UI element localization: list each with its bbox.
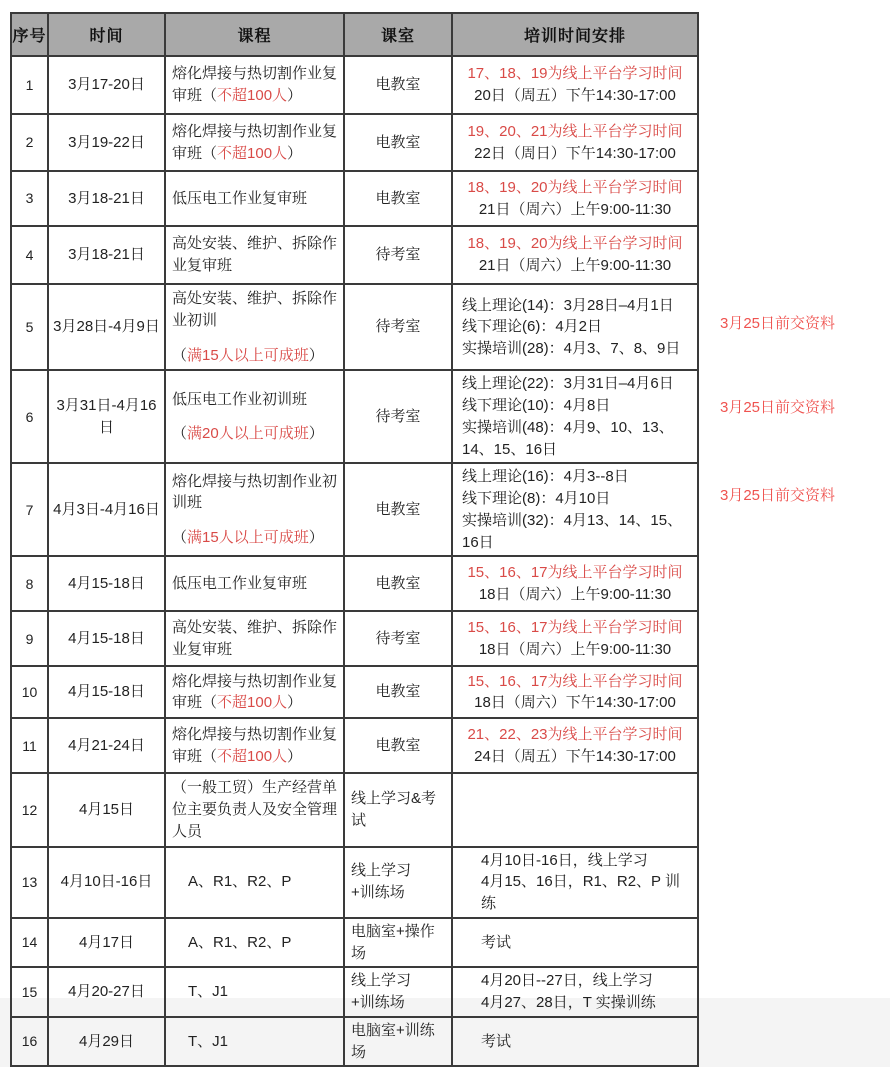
cell-time: 3月18-21日 xyxy=(48,226,165,284)
table-row xyxy=(11,56,698,114)
schedule-line: 22日（周日）下午14:30-17:00 xyxy=(474,144,676,162)
cell-schedule xyxy=(452,847,698,918)
cell-schedule xyxy=(452,967,698,1017)
cell-room xyxy=(344,967,452,1017)
cell-room xyxy=(344,611,452,666)
deadline-note: 3月25日前交资料 xyxy=(720,315,836,332)
header-room: 课室 xyxy=(344,13,452,56)
course-text: T、J1 xyxy=(188,983,229,1001)
cell-time: 4月15-18日 xyxy=(48,611,165,666)
cell-course xyxy=(165,773,344,846)
table-row xyxy=(11,918,698,968)
cell-time: 4月21-24日 xyxy=(48,718,165,773)
cell-course xyxy=(165,226,344,284)
schedule-line: 4月15、16日，R1、R2、P 训练 xyxy=(481,873,680,912)
cell-schedule xyxy=(452,556,698,611)
cell-room xyxy=(344,171,452,226)
cell-course xyxy=(165,611,344,666)
course-line xyxy=(172,573,340,595)
cell-time: 3月17-20日 xyxy=(48,56,165,114)
room-line: 电教室 xyxy=(375,500,421,518)
header-time: 时间 xyxy=(48,13,165,56)
cell-schedule xyxy=(452,611,698,666)
cell-course xyxy=(165,556,344,611)
cell-time: 4月29日 xyxy=(48,1017,165,1067)
course-text: ） xyxy=(287,87,303,104)
room-line: 电教室 xyxy=(375,683,421,701)
course-line xyxy=(188,981,340,1003)
training-schedule-table xyxy=(10,12,699,1067)
table-row xyxy=(11,370,698,463)
room-line: 线上学习 xyxy=(351,972,412,990)
header-no: 序号 xyxy=(11,13,48,56)
header-schedule: 培训时间安排 xyxy=(452,13,698,56)
table-row xyxy=(11,114,698,171)
room-line: +训练场 xyxy=(351,994,405,1011)
table-row xyxy=(11,847,698,918)
cell-room xyxy=(344,718,452,773)
schedule-line: 线下理论(6)：4月2日 xyxy=(462,318,603,336)
cell-course xyxy=(165,171,344,226)
cell-time: 4月20-27日 xyxy=(48,967,165,1017)
table-row xyxy=(11,666,698,718)
cell-no: 9 xyxy=(11,611,48,666)
schedule-line: 21日（周六）上午9:00-11:30 xyxy=(478,257,672,274)
cell-schedule xyxy=(452,918,698,968)
schedule-line: 线上理论(14)：3月28日–4月1日 xyxy=(462,296,674,314)
course-highlight: 满15人以上可成班 xyxy=(187,346,309,364)
course-line xyxy=(172,423,340,445)
cell-room xyxy=(344,918,452,968)
cell-course xyxy=(165,284,344,370)
room-line: 电教室 xyxy=(375,133,421,151)
cell-no: 6 xyxy=(11,370,48,463)
course-line xyxy=(172,63,340,107)
room-line: +训练场 xyxy=(351,884,405,902)
cell-course xyxy=(165,718,344,773)
room-line: 线上学习&考试 xyxy=(351,790,437,829)
cell-course xyxy=(165,114,344,171)
cell-no: 16 xyxy=(11,1017,48,1067)
course-text: 高处安装、维护、拆除作业复审班 xyxy=(172,235,338,274)
course-text: T、J1 xyxy=(188,1032,229,1050)
table-row xyxy=(11,284,698,370)
course-text: 熔化焊接与热切割作业复审班（ xyxy=(172,65,338,104)
course-text: 熔化焊接与热切割作业复审班（ xyxy=(172,726,338,765)
schedule-line: 4月10日-16日，线上学习 xyxy=(481,851,648,869)
course-text: 熔化焊接与热切割作业复审班（ xyxy=(172,672,338,712)
table-body xyxy=(11,56,698,1066)
table-row xyxy=(11,226,698,284)
course-text: ） xyxy=(287,144,303,162)
course-text: ） xyxy=(308,529,324,547)
cell-time: 4月15-18日 xyxy=(48,666,165,718)
cell-time: 3月18-21日 xyxy=(48,171,165,226)
cell-course xyxy=(165,56,344,114)
cell-time: 3月28日-4月9日 xyxy=(48,284,165,370)
course-text: ） xyxy=(287,747,303,765)
course-line xyxy=(172,617,340,661)
room-line: 线上学习 xyxy=(351,862,412,880)
header-row xyxy=(11,13,698,56)
room-line: 电教室 xyxy=(375,189,421,207)
header-course: 课程 xyxy=(165,13,344,56)
cell-time: 4月15-18日 xyxy=(48,556,165,611)
course-text: 高处安装、维护、拆除作业初训 xyxy=(172,290,338,329)
course-text: 低压电工作业复审班 xyxy=(172,189,308,207)
course-text: A、R1、R2、P xyxy=(188,933,292,951)
cell-course xyxy=(165,847,344,918)
cell-no: 10 xyxy=(11,666,48,718)
cell-schedule xyxy=(452,284,698,370)
room-line: 待考室 xyxy=(375,407,421,425)
cell-time: 4月17日 xyxy=(48,918,165,968)
course-line xyxy=(172,471,340,515)
course-highlight: 满15人以上可成班 xyxy=(187,529,309,547)
schedule-line-online: 21、22、23为线上平台学习时间 xyxy=(467,726,683,743)
room-line: 电脑室+训练场 xyxy=(351,1021,435,1061)
cell-no: 3 xyxy=(11,171,48,226)
table-row xyxy=(11,463,698,556)
schedule-line: 线上理论(16)：4月3--8日 xyxy=(462,468,629,486)
cell-time: 3月19-22日 xyxy=(48,114,165,171)
course-text: （ xyxy=(172,529,188,547)
cell-no: 5 xyxy=(11,284,48,370)
course-text: ） xyxy=(287,694,303,712)
cell-schedule xyxy=(452,463,698,556)
course-line xyxy=(172,724,340,768)
cell-no: 7 xyxy=(11,463,48,556)
deadline-note: 3月25日前交资料 xyxy=(720,487,836,504)
cell-schedule xyxy=(452,370,698,463)
course-text: 熔化焊接与热切割作业复审班（ xyxy=(172,122,338,162)
cell-no: 15 xyxy=(11,967,48,1017)
cell-no: 8 xyxy=(11,556,48,611)
course-line xyxy=(172,777,340,842)
course-line xyxy=(188,871,340,893)
table-row xyxy=(11,611,698,666)
schedule-line: 实操培训(28)：4月3、7、8、9日 xyxy=(462,340,681,357)
cell-no: 4 xyxy=(11,226,48,284)
cell-room xyxy=(344,847,452,918)
schedule-line-online: 18、19、20为线上平台学习时间 xyxy=(467,235,683,253)
cell-schedule xyxy=(452,226,698,284)
cell-course xyxy=(165,666,344,718)
schedule-line-online: 19、20、21为线上平台学习时间 xyxy=(467,122,683,140)
cell-room xyxy=(344,114,452,171)
schedule-line: 18日（周六）上午9:00-11:30 xyxy=(478,640,672,658)
course-line xyxy=(172,389,340,411)
cell-schedule xyxy=(452,666,698,718)
cell-room xyxy=(344,463,452,556)
table-row xyxy=(11,718,698,773)
room-line: 电教室 xyxy=(375,736,421,754)
course-text: 低压电工作业复审班 xyxy=(172,574,308,592)
course-line xyxy=(172,527,340,549)
course-highlight: 不超100人 xyxy=(217,747,288,765)
cell-room xyxy=(344,370,452,463)
schedule-line-online: 17、18、19为线上平台学习时间 xyxy=(467,65,683,83)
course-text: （ xyxy=(172,346,188,364)
cell-schedule xyxy=(452,114,698,171)
schedule-line-online: 15、16、17为线上平台学习时间 xyxy=(467,619,683,636)
course-highlight: 不超100人 xyxy=(217,144,288,162)
schedule-line: 24日（周五）下午14:30-17:00 xyxy=(474,747,676,765)
cell-schedule xyxy=(452,773,698,846)
schedule-line: 实操培训(32)：4月13、14、15、16日 xyxy=(462,511,683,551)
room-line: 电教室 xyxy=(375,76,421,94)
course-highlight: 不超100人 xyxy=(217,694,288,712)
schedule-line: 线下理论(10)：4月8日 xyxy=(462,397,611,414)
room-line: 待考室 xyxy=(375,318,421,336)
course-line xyxy=(172,233,340,277)
table-row xyxy=(11,1017,698,1067)
course-text: （一般工贸）生产经营单位主要负责人及安全管理人员 xyxy=(172,779,338,840)
course-text: ） xyxy=(308,425,324,443)
schedule-line: 4月20日--27日，线上学习 xyxy=(481,972,653,990)
cell-no: 1 xyxy=(11,56,48,114)
cell-room xyxy=(344,226,452,284)
course-line xyxy=(172,121,340,165)
cell-schedule xyxy=(452,718,698,773)
course-line xyxy=(172,345,340,367)
schedule-line: 实操培训(48)：4月9、10、13、14、15、16日 xyxy=(462,418,674,458)
cell-room xyxy=(344,773,452,846)
cell-course xyxy=(165,370,344,463)
cell-room xyxy=(344,666,452,718)
course-line xyxy=(172,288,340,332)
schedule-line: 20日（周五）下午14:30-17:00 xyxy=(474,87,676,104)
cell-schedule xyxy=(452,171,698,226)
cell-time: 4月15日 xyxy=(48,773,165,846)
course-text: （ xyxy=(172,425,188,443)
cell-room xyxy=(344,56,452,114)
cell-course xyxy=(165,918,344,968)
cell-no: 13 xyxy=(11,847,48,918)
cell-no: 2 xyxy=(11,114,48,171)
cell-course xyxy=(165,463,344,556)
cell-no: 11 xyxy=(11,718,48,773)
course-line xyxy=(172,188,340,210)
room-line: 电教室 xyxy=(375,574,421,592)
cell-time: 4月3日-4月16日 xyxy=(48,463,165,556)
cell-schedule xyxy=(452,56,698,114)
course-line xyxy=(172,671,340,715)
cell-room xyxy=(344,284,452,370)
course-text: 高处安装、维护、拆除作业复审班 xyxy=(172,619,338,658)
course-line xyxy=(188,1031,340,1053)
course-line xyxy=(188,932,340,954)
table-header xyxy=(11,13,698,56)
table-row xyxy=(11,556,698,611)
deadline-note: 3月25日前交资料 xyxy=(720,399,836,416)
schedule-line-online: 18、19、20为线上平台学习时间 xyxy=(467,178,683,196)
cell-course xyxy=(165,967,344,1017)
cell-time: 4月10日-16日 xyxy=(48,847,165,918)
table-row xyxy=(11,967,698,1017)
schedule-line: 线下理论(8)：4月10日 xyxy=(462,490,611,507)
course-text: ） xyxy=(308,346,324,364)
course-text: A、R1、R2、P xyxy=(188,873,292,891)
cell-schedule xyxy=(452,1017,698,1067)
schedule-line: 21日（周六）上午9:00-11:30 xyxy=(478,200,672,218)
schedule-line: 考试 xyxy=(481,1032,512,1050)
schedule-line: 4月27、28日，T 实操训练 xyxy=(481,994,656,1011)
schedule-line: 18日（周六）上午9:00-11:30 xyxy=(478,585,672,603)
room-line: 待考室 xyxy=(375,246,421,264)
schedule-line: 18日（周六）下午14:30-17:00 xyxy=(474,694,676,712)
table-row xyxy=(11,171,698,226)
course-text: 低压电工作业初训班 xyxy=(172,390,308,408)
schedule-line-online: 15、16、17为线上平台学习时间 xyxy=(467,672,683,690)
cell-course xyxy=(165,1017,344,1067)
course-highlight: 满20人以上可成班 xyxy=(187,425,309,443)
schedule-line-online: 15、16、17为线上平台学习时间 xyxy=(467,564,683,581)
table-row xyxy=(11,773,698,846)
cell-no: 14 xyxy=(11,918,48,968)
cell-room xyxy=(344,556,452,611)
schedule-line: 考试 xyxy=(481,933,512,951)
cell-no: 12 xyxy=(11,773,48,846)
room-line: 待考室 xyxy=(375,629,421,647)
room-line: 电脑室+操作场 xyxy=(351,922,435,962)
course-highlight: 不超100人 xyxy=(217,87,288,104)
cell-time: 3月31日-4月16日 xyxy=(48,370,165,463)
course-text: 熔化焊接与热切割作业初训班 xyxy=(172,472,338,512)
schedule-line: 线上理论(22)：3月31日–4月6日 xyxy=(462,375,674,393)
cell-room xyxy=(344,1017,452,1067)
